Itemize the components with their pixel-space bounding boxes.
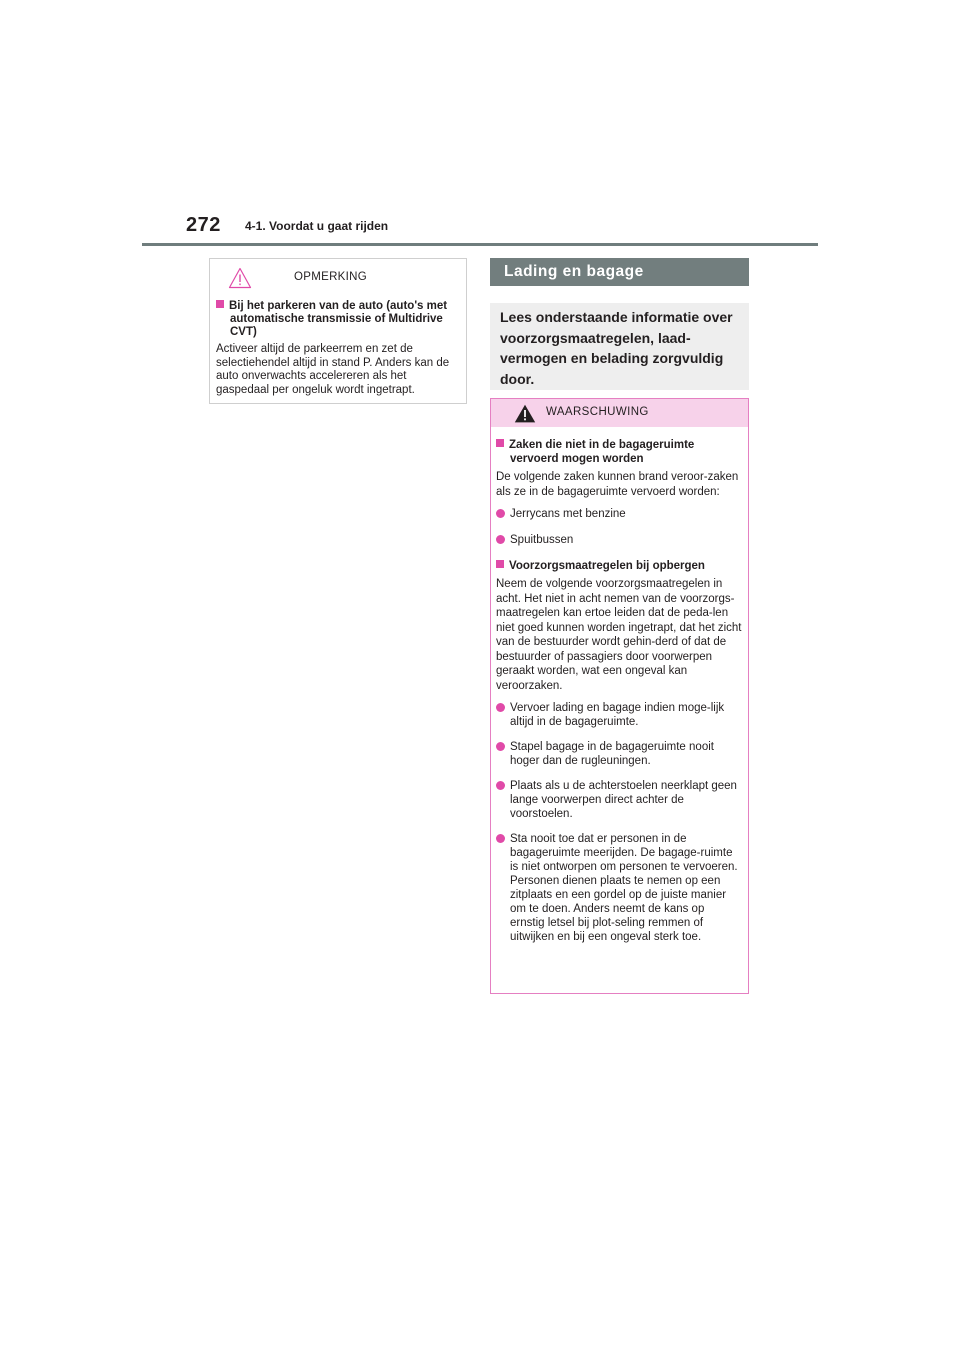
warning-triangle-outline-icon <box>228 267 252 294</box>
warning-content <box>491 427 748 944</box>
round-bullet-icon <box>496 834 505 843</box>
warning-box <box>490 398 749 994</box>
section-title: Lading en bagage <box>490 258 749 286</box>
round-bullet-icon <box>496 781 505 790</box>
notice-box <box>209 258 467 404</box>
notice-item-body: Activeer altijd de parkeerrem en zet de selectiehendel altijd in stand P. Anders kan de auto onverwachts accelereren als het gaspedaal per ongeluk wordt ingetrapt. <box>216 343 450 396</box>
round-bullet-icon <box>496 535 505 544</box>
square-bullet-icon <box>496 560 504 568</box>
notice-item-heading <box>216 300 460 339</box>
square-bullet-icon <box>496 439 504 447</box>
square-bullet-icon <box>216 300 224 308</box>
notice-title: OPMERKING <box>294 271 367 283</box>
header-rule <box>142 243 818 246</box>
warning-title: WAARSCHUWING <box>546 406 649 418</box>
list-item: Vervoer lading en bagage indien moge-lijk altijd in de bagageruimte. <box>496 701 742 729</box>
section-header: 4-1. Voordat u gaat rijden <box>245 219 389 233</box>
page-number: 272 <box>186 214 221 236</box>
list-item: Spuitbussen <box>496 533 742 547</box>
warning-item1-title: Zaken die niet in de bagageruimte vervoerd mogen worden <box>509 439 695 465</box>
warning-triangle-filled-icon <box>514 404 536 428</box>
warning-item-heading <box>496 438 742 466</box>
section-intro: Lees onderstaande informatie over voorzorgsmaatregelen, laad-vermogen en belading zorgvuldig door. <box>490 303 749 390</box>
warning-item2-body: Neem de volgende voorzorgsmaatregelen in acht. Het niet in acht nemen van de voorzorgs-maatregelen kan ertoe leiden dat de peda-len niet goed kunnen worden ingetrapt, dat het zicht van de bestuurder wordt gehin-derd of dat de bestuurder of passagiers door voorwerpen geraakt worden, wat een ongeval kan veroorzaken. <box>496 578 742 692</box>
round-bullet-icon <box>496 703 505 712</box>
round-bullet-icon <box>496 509 505 518</box>
list-item: Plaats als u de achterstoelen neerklapt geen lange voorwerpen direct achter de voorstoelen. <box>496 779 742 821</box>
round-bullet-icon <box>496 742 505 751</box>
warning-item-heading <box>496 559 742 573</box>
warning-header <box>491 399 748 427</box>
warning-item1-body: De volgende zaken kunnen brand veroor-zaken als ze in de bagageruimte vervoerd worden: <box>496 471 739 498</box>
notice-item-title: Bij het parkeren van de auto (auto's met automatische transmissie of Multidrive CVT) <box>229 300 448 338</box>
warning-item2-title: Voorzorgsmaatregelen bij opbergen <box>509 560 705 572</box>
list-item: Stapel bagage in de bagageruimte nooit hoger dan de rugleuningen. <box>496 740 742 768</box>
list-item: Jerrycans met benzine <box>496 507 742 521</box>
notice-header <box>216 266 460 292</box>
list-item: Sta nooit toe dat er personen in de bagageruimte meerijden. De bagage-ruimte is niet ontworpen om personen te vervoeren. Personen dienen plaats te nemen op een zitplaats en een gordel op de juiste manier om te doen. Anders neemt de kans op ernstig letsel bij plot-seling remmen of uitwijken en bij een ongeval sterk toe. <box>496 832 742 944</box>
